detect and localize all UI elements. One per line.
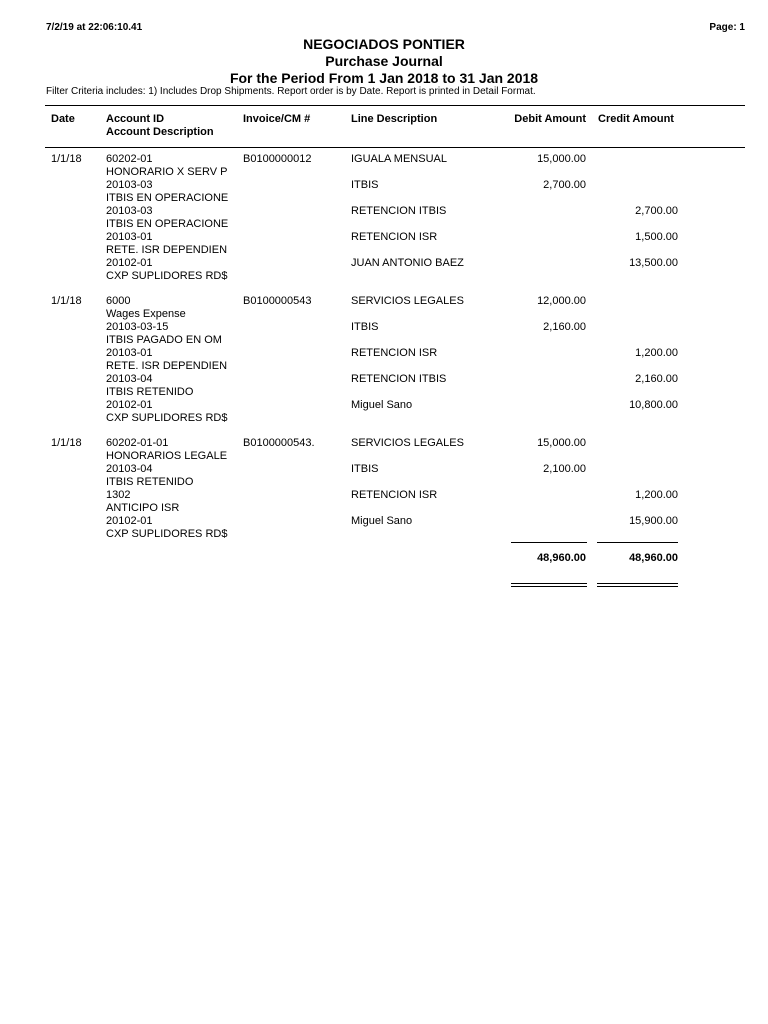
entry-date: 1/1/18 — [51, 437, 82, 449]
account-id: 6000 — [106, 295, 131, 307]
line-description: RETENCION ISR — [351, 489, 438, 501]
company-name: NEGOCIADOS PONTIER — [303, 36, 465, 52]
col-debit-header: Debit Amount — [514, 113, 586, 125]
credit-subtotal-rule — [597, 542, 678, 543]
account-description: RETE. ISR DEPENDIEN — [106, 360, 228, 372]
col-date-header: Date — [51, 113, 75, 125]
line-description: SERVICIOS LEGALES — [351, 295, 464, 307]
account-id: 20103-01 — [106, 347, 153, 359]
line-description: ITBIS — [351, 463, 379, 475]
entry-invoice: B0100000543 — [243, 295, 312, 307]
credit-amount: 1,500.00 — [635, 231, 678, 243]
debit-double-rule-2 — [511, 586, 587, 587]
account-id: 20102-01 — [106, 515, 153, 527]
credit-amount: 15,900.00 — [629, 515, 678, 527]
account-description: CXP SUPLIDORES RD$ — [106, 412, 228, 424]
credit-amount: 2,160.00 — [635, 373, 678, 385]
account-description: HONORARIOS LEGALE — [106, 450, 228, 462]
line-description: ITBIS — [351, 179, 379, 191]
line-description: IGUALA MENSUAL — [351, 153, 447, 165]
credit-amount: 13,500.00 — [629, 257, 678, 269]
account-id: 1302 — [106, 489, 131, 501]
debit-double-rule-1 — [511, 583, 587, 584]
account-description: HONORARIO X SERV P — [106, 166, 228, 178]
account-id: 20103-04 — [106, 463, 153, 475]
entry-invoice: B0100000543. — [243, 437, 315, 449]
total-credit: 48,960.00 — [629, 552, 678, 564]
account-id: 20103-03 — [106, 179, 153, 191]
credit-double-rule-1 — [597, 583, 678, 584]
account-id: 60202-01-01 — [106, 437, 169, 449]
line-description: SERVICIOS LEGALES — [351, 437, 464, 449]
account-id: 20102-01 — [106, 257, 153, 269]
col-invoice-header: Invoice/CM # — [243, 113, 311, 125]
debit-amount: 2,700.00 — [543, 179, 586, 191]
header-bottom-rule — [45, 147, 745, 148]
line-description: RETENCION ITBIS — [351, 205, 447, 217]
account-description: ITBIS EN OPERACIONE — [106, 192, 229, 204]
entry-date: 1/1/18 — [51, 153, 82, 165]
credit-double-rule-2 — [597, 586, 678, 587]
col-account-id-header: Account ID — [106, 113, 165, 125]
entry-invoice: B0100000012 — [243, 153, 312, 165]
header-top-rule — [45, 105, 745, 106]
report-period: For the Period From 1 Jan 2018 to 31 Jan 2018 — [229, 70, 539, 86]
account-description: ITBIS PAGADO EN OM — [106, 334, 222, 346]
line-description: RETENCION ISR — [351, 231, 438, 243]
account-description: CXP SUPLIDORES RD$ — [106, 528, 228, 540]
line-description: JUAN ANTONIO BAEZ — [351, 257, 464, 269]
debit-amount: 12,000.00 — [537, 295, 586, 307]
account-id: 20103-04 — [106, 373, 153, 385]
debit-subtotal-rule — [511, 542, 587, 543]
line-description: RETENCION ITBIS — [351, 373, 447, 385]
line-description: Miguel Sano — [351, 399, 413, 411]
account-id: 20103-03 — [106, 205, 153, 217]
report-title: Purchase Journal — [325, 53, 443, 69]
report-timestamp: 7/2/19 at 22:06:10.41 — [46, 22, 143, 33]
debit-amount: 15,000.00 — [537, 437, 586, 449]
account-description: RETE. ISR DEPENDIEN — [106, 244, 228, 256]
credit-amount: 2,700.00 — [635, 205, 678, 217]
account-description: ITBIS RETENIDO — [106, 476, 194, 488]
account-description: Wages Expense — [106, 308, 186, 320]
filter-criteria: Filter Criteria includes: 1) Includes Drop Shipments. Report order is by Date. Report is printed in Detail Format. — [46, 86, 536, 97]
debit-amount: 2,100.00 — [543, 463, 586, 475]
account-id: 20103-03-15 — [106, 321, 169, 333]
debit-amount: 2,160.00 — [543, 321, 586, 333]
account-description: ITBIS RETENIDO — [106, 386, 194, 398]
account-id: 20103-01 — [106, 231, 153, 243]
credit-amount: 1,200.00 — [635, 347, 678, 359]
line-description: Miguel Sano — [351, 515, 413, 527]
account-id: 20102-01 — [106, 399, 153, 411]
col-account-desc-header: Account Description — [106, 126, 214, 138]
credit-amount: 10,800.00 — [629, 399, 678, 411]
col-line-desc-header: Line Description — [351, 113, 438, 125]
total-debit: 48,960.00 — [537, 552, 586, 564]
page-number: Page: 1 — [709, 22, 745, 33]
col-credit-header: Credit Amount — [598, 113, 674, 125]
account-description: CXP SUPLIDORES RD$ — [106, 270, 228, 282]
credit-amount: 1,200.00 — [635, 489, 678, 501]
account-id: 60202-01 — [106, 153, 153, 165]
account-description: ITBIS EN OPERACIONE — [106, 218, 229, 230]
debit-amount: 15,000.00 — [537, 153, 586, 165]
account-description: ANTICIPO ISR — [106, 502, 180, 514]
line-description: ITBIS — [351, 321, 379, 333]
entry-date: 1/1/18 — [51, 295, 82, 307]
line-description: RETENCION ISR — [351, 347, 438, 359]
